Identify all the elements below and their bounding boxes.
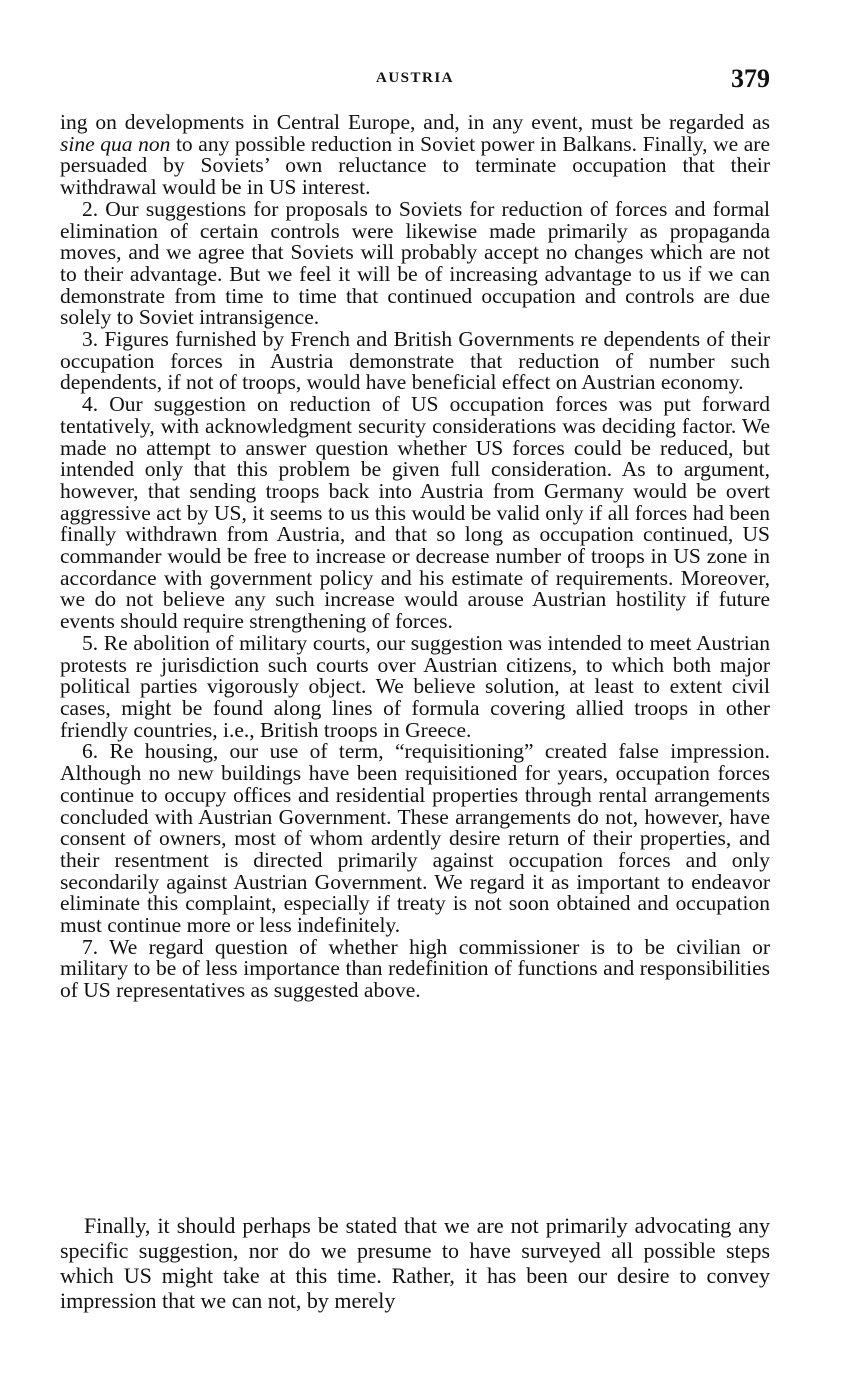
numbered-point-2: 2. Our suggestions for proposals to Soviets for reduction of forces and formal elimination of certain controls were likewise made primarily as propaganda moves, and we agree that Soviets will probably accept no changes which are not to their advantage. But we feel it will be of increasing advantage to us if we can demonstrate from time to time that continued occupation and controls are due solely to Soviet intransigence. [60,196,770,330]
telegram-body [60,112,770,1002]
closing-paragraph: Finally, it should perhaps be stated that we are not primarily advocating any specific suggestion, nor do we presume to have surveyed all possible steps which US might take at this time. Rather, it has been our desire to convey impression that we can not, by merely [60,1213,770,1313]
running-title: AUSTRIA [375,70,454,86]
continuation-text-after: to any possible reduction in Soviet power in Balkans. Finally, we are persuaded by Soviets’ own reluctance to terminate occupation that their withdrawal would be in US interest. [60,131,770,200]
running-head [60,64,770,98]
numbered-point-4: 4. Our suggestion on reduction of US occupation forces was put forward tentatively, with acknowledgment security considerations was deciding factor. We made no attempt to answer question whether US forces could be reduced, but intended only that this problem be given full consideration. As to argument, however, that sending troops back into Austria from Germany would be overt aggressive act by US, it seems to us this would be valid only if all forces had been finally withdrawn from Austria, and that so long as occupation continued, US commander would be free to increase or decrease number of troops in US zone in accordance with government policy and his estimate of requirements. Moreover, we do not believe any such increase would arouse Austrian hostility if future events should require strengthening of forces. [60,392,770,634]
numbered-point-6: 6. Re housing, our use of term, “requisitioning” created false impression. Although no new buildings have been requisitioned for years, occupation forces continue to occupy offices and residential properties through rental arrangements concluded with Austrian Government. These arrangements do not, however, have consent of owners, most of whom ardently desire return of their properties, and their resentment is directed primarily against occupation forces and only secondarily against Austrian Government. We regard it as important to endeavor eliminate this complaint, especially if treaty is not soon obtained and occupation must continue more or less indefinitely. [60,739,770,938]
numbered-point-5: 5. Re abolition of military courts, our suggestion was intended to meet Austrian protests re jurisdiction such courts over Austrian citizens, to which both major political parties vigorously object. We believe solution, at least to extent civil cases, might be found along lines of formula covering allied troops in other friendly countries, i.e., British troops in Greece. [60,630,770,742]
numbered-point-7: 7. We regard question of whether high commissioner is to be civilian or military to be of less importance than redefinition of functions and responsibilities of US representatives as suggested above. [60,934,770,1003]
page-number: 379 [731,64,770,93]
numbered-point-3: 3. Figures furnished by French and British Governments re dependents of their occupation forces in Austria demonstrate that reduction of number such dependents, if not of troops, would have beneficial effect on Austrian economy. [60,327,770,395]
continuation-paragraph [60,112,770,199]
latin-phrase: sine qua non [60,131,171,156]
continuation-text-before: ing on developments in Central Europe, and, in any event, must be regarded as [60,110,770,134]
